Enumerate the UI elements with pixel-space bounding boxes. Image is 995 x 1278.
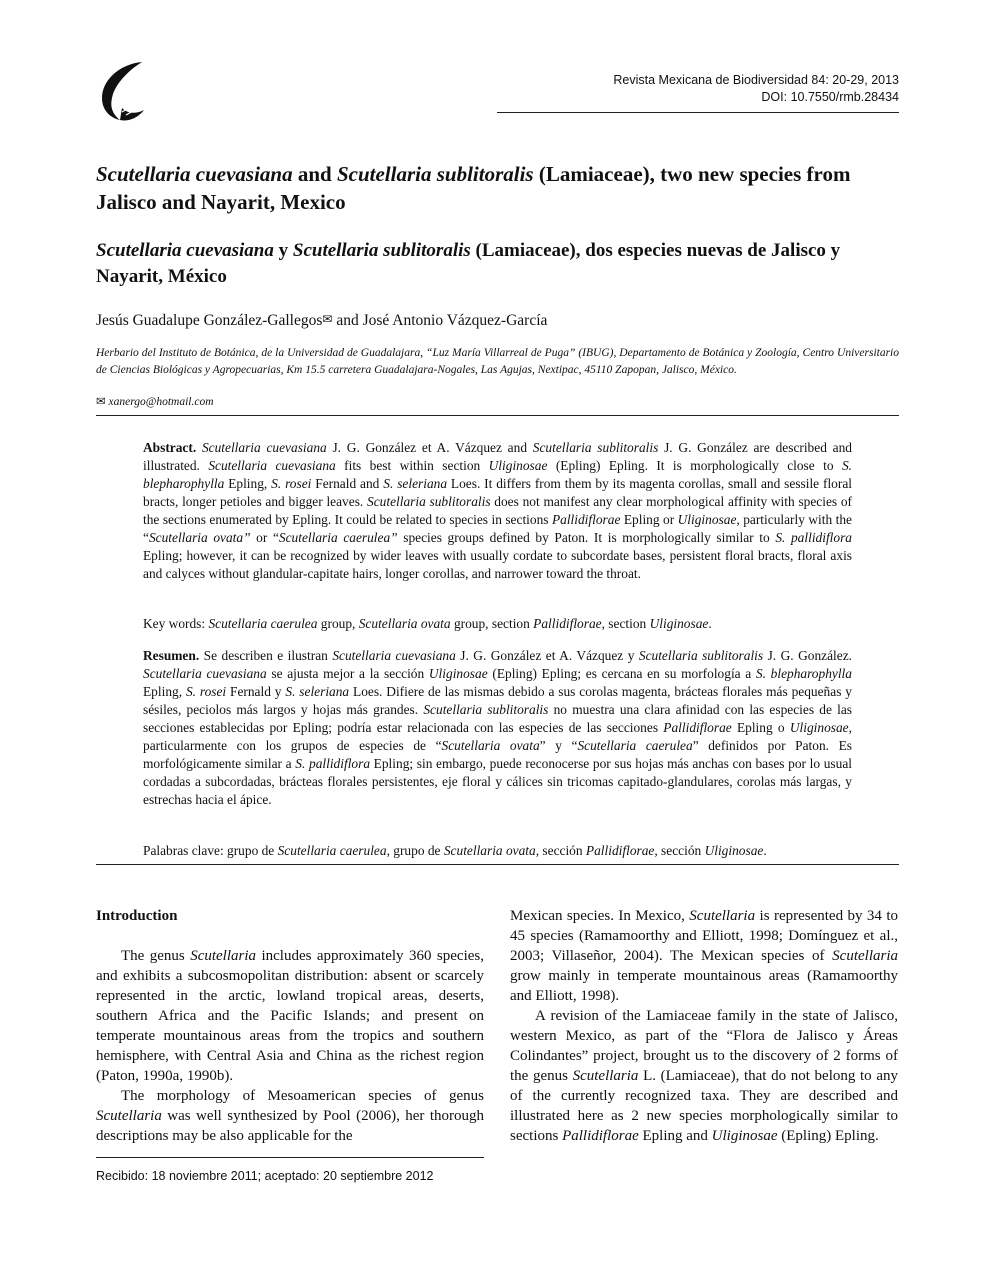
italic-term: Pallidiflorae <box>663 720 732 735</box>
italic-term: Scutellaria <box>572 1068 639 1084</box>
italic-term: S. seleriana <box>383 476 448 491</box>
text-run: J. G. González et A. Vázquez and <box>326 440 533 455</box>
italic-term: Scutellaria cuevasiana <box>332 648 456 663</box>
italic-term: Pallidiflorae <box>585 843 655 858</box>
envelope-icon: ✉ <box>96 396 106 408</box>
keywords <box>143 615 852 633</box>
text-run: , section <box>601 616 650 631</box>
text-run: se ajusta mejor a la sección <box>266 666 429 681</box>
italic-term: Scutellaria caerulea <box>208 616 318 631</box>
text-run: Epling o <box>731 720 790 735</box>
resumen-text <box>143 648 852 807</box>
italic-term: Scutellaria caerulea” <box>278 530 398 545</box>
italic-term: S. pallidiflora <box>295 756 371 771</box>
text-run: Loes. Difiere de las mismas debido a sus corolas magenta, brácteas florales más pequeñas y sésiles, peciolos más largos y hojas más grandes. <box>143 684 852 717</box>
italic-term: Uliginosae <box>649 616 709 631</box>
italic-term: Scutellaria caerulea <box>277 843 387 858</box>
column-right <box>510 906 898 1146</box>
title-rest: (Lamiaceae), two new species from Jalisco and Nayarit, Mexico <box>96 162 851 214</box>
title-species-2: Scutellaria sublitoralis <box>336 162 534 186</box>
titulo-resto: (Lamiaceae), dos especies nuevas de Jalisco y Nayarit, México <box>96 240 841 287</box>
text-run: was well synthesized by Pool (2006), her thorough descriptions may be also applicable for the <box>96 1108 484 1144</box>
intro-paragraph-2-cont <box>510 906 898 1006</box>
header-rule <box>497 112 899 113</box>
italic-term: Uliginosae <box>789 720 849 735</box>
italic-term: Scutellaria <box>689 908 756 924</box>
intro-paragraph-2 <box>96 1086 484 1146</box>
resumen <box>143 647 852 809</box>
text-run: , grupo de <box>386 843 444 858</box>
section-heading: Introduction <box>96 908 178 924</box>
title-species-1: Scutellaria cuevasiana <box>96 162 293 186</box>
envelope-icon: ✉ <box>322 312 333 326</box>
text-run: J. G. González et A. Vázquez y <box>455 648 639 663</box>
abstract-label: Abstract. <box>143 440 197 455</box>
abstract-bottom-rule <box>96 864 899 865</box>
text-run: Epling, <box>143 684 186 699</box>
italic-term: Pallidiflorae <box>562 1128 639 1144</box>
text-run: . <box>708 616 712 631</box>
text-run: group, <box>317 616 359 631</box>
text-run: L. (Lamiaceae), that do not belong to any of the currently recognized taxa. They are described and illustrated here as 2 new species morphologically similar to sections <box>510 1068 898 1144</box>
italic-term: Scutellaria caerulea <box>577 738 693 753</box>
footnote-rule <box>96 1157 484 1158</box>
shell-logo-icon <box>98 60 150 122</box>
italic-term: Scutellaria sublitoralis <box>638 648 764 663</box>
italic-term: S. blepharophylla <box>755 666 852 681</box>
text-run: fits best within section <box>335 458 489 473</box>
text-run: or “ <box>250 530 279 545</box>
email-address[interactable]: xanergo@hotmail.com <box>108 396 214 408</box>
italic-term: Uliginosae <box>711 1128 778 1144</box>
titulo-especie-2: Scutellaria sublitoralis <box>292 240 471 261</box>
text-run: group, section <box>450 616 534 631</box>
italic-term: S. blepharophylla <box>143 458 852 491</box>
italic-term: Uliginosae <box>677 512 737 527</box>
italic-term: Scutellaria <box>96 1108 162 1124</box>
italic-term: Scutellaria ovata” <box>148 530 251 545</box>
title-conj: and <box>292 162 337 186</box>
text-run: (Epling) Epling; es cercana en su morfología a <box>487 666 756 681</box>
text-run: ” definidos por Paton. Es morfológicamente similar a <box>143 738 852 771</box>
text-run: species groups defined by Paton. It is morphologically similar to <box>397 530 776 545</box>
text-run: Epling, <box>224 476 272 491</box>
text-run: Loes. It differs from them by its magenta corollas, small and sessile floral bracts, longer petioles and bigger leaves. <box>143 476 853 509</box>
abstract <box>143 439 852 583</box>
text-run: , particularly with the “ <box>143 512 852 545</box>
text-run: J. G. González. <box>763 648 852 663</box>
text-run: Key words: <box>143 616 209 631</box>
text-run: , sección <box>535 843 586 858</box>
italic-term: Uliginosae <box>488 458 548 473</box>
italic-term: Scutellaria cuevasiana <box>208 458 336 473</box>
intro-paragraph-1 <box>96 946 484 1086</box>
title-spanish <box>96 238 899 290</box>
text-run: (Epling) Epling. It is morphologically close to <box>547 458 842 473</box>
text-run: Epling and <box>638 1128 712 1144</box>
text-run: does not manifest any clear morphological affinity with species of the sections enumerated by Epling. It could be related to species in sections <box>143 494 853 527</box>
text-run: includes approximately 360 species, and exhibits a subcosmopolitan distribution: absent or scarcely represented in the arctic, lowland tropical areas, deserts, southern Africa and the Pacific Islands; and present on temperate mountainous areas from the tropics and southern hemisphere, with Central Asia and China as the richest region (Paton, 1990a, 1990b). <box>96 948 484 1084</box>
italic-term: Scutellaria <box>832 948 898 964</box>
italic-term: S. seleriana <box>285 684 350 699</box>
received-footnote: Recibido: 18 noviembre 2011; aceptado: 20 septiembre 2012 <box>96 1169 434 1183</box>
text-run: Epling or <box>620 512 678 527</box>
titulo-especie-1: Scutellaria cuevasiana <box>96 240 274 261</box>
text-run: Palabras clave: grupo de <box>143 843 278 858</box>
italic-term: Scutellaria ovata <box>358 616 451 631</box>
text-run: Epling; sin embargo, puede reconocerse por sus hojas más anchas con bases por lo usual cordadas a subcordadas, brácteas florales persistentes, eje floral y cálices sin tricomas capitado-glandulares, corolas más largas, y estrechas hacia el ápice. <box>143 756 852 807</box>
text-run: grow mainly in temperate mountainous areas (Ramamoorthy and Elliott, 1998). <box>510 968 898 1004</box>
text-run: J. G. González are described and illustrated. <box>143 440 852 473</box>
text-run: , particularmente con los grupos de especies de “ <box>143 720 852 753</box>
journal-citation: Revista Mexicana de Biodiversidad 84: 20-29, 2013 <box>613 73 899 87</box>
text-run: , sección <box>654 843 705 858</box>
palabras-clave-text <box>143 843 767 858</box>
italic-term: Scutellaria cuevasiana <box>201 440 327 455</box>
titulo-conj: y <box>273 240 293 261</box>
text-run: A revision of the Lamiaceae family in the state of Jalisco, western Mexico, as part of the “Flora de Jalisco y Áreas Colindantes” project, brought us to the discovery of 2 forms of the genus <box>510 1008 898 1084</box>
text-run: no muestra una clara afinidad con las especies de las secciones establecidas por Epling; podría estar relacionada con las especies de las secciones <box>143 702 853 735</box>
italic-term: Pallidiflorae <box>533 616 602 631</box>
italic-term: Scutellaria cuevasiana <box>143 666 267 681</box>
italic-term: Scutellaria sublitoralis <box>367 494 491 509</box>
italic-term: S. pallidiflora <box>775 530 852 545</box>
column-left <box>96 906 484 1146</box>
italic-term: Scutellaria ovata <box>441 738 540 753</box>
text-run: Fernald y <box>226 684 286 699</box>
intro-paragraph-3 <box>510 1006 898 1146</box>
text-run: The morphology of Mesoamerican species of genus <box>121 1088 484 1104</box>
authors <box>96 312 547 330</box>
italic-term: Scutellaria ovata <box>443 843 536 858</box>
italic-term: S. rosei <box>185 684 227 699</box>
abstract-text <box>143 440 852 581</box>
italic-term: Scutellaria <box>190 948 257 964</box>
doi: DOI: 10.7550/rmb.28434 <box>761 90 899 104</box>
keywords-text <box>143 616 712 631</box>
author-2: and José Antonio Vázquez-García <box>332 312 548 329</box>
italic-term: S. rosei <box>271 476 312 491</box>
text-run: Mexican species. In Mexico, <box>510 908 690 924</box>
italic-term: Pallidiflorae <box>551 512 621 527</box>
italic-term: Uliginosae <box>428 666 488 681</box>
text-run: Fernald and <box>311 476 384 491</box>
affiliation: Herbario del Instituto de Botánica, de la Universidad de Guadalajara, “Luz María Villarreal de Puga” (IBUG), Departamento de Botánica y Zoología, Centro Universitario de Ciencias Biológicas y Agropecuarias, Km 15.5 carretera Guadalajara-Nogales, Las Agujas, Nextipac, 45110 Zapopan, Jalisco, México. <box>96 347 899 376</box>
journal-header <box>613 72 899 106</box>
text-run: Se describen e ilustran <box>199 648 333 663</box>
text-run: . <box>763 843 767 858</box>
text-run: Epling; however, it can be recognized by wider leaves with usually cordate to subcordate bases, persistent floral bracts, floral axis and calyces without glandular-capitate hairs, longer corollas, and narrower toward the throat. <box>143 548 852 581</box>
italic-term: Scutellaria sublitoralis <box>423 702 549 717</box>
palabras-clave <box>143 842 852 860</box>
text-run: is represented by 34 to 45 species (Ramamoorthy and Elliott, 1998; Domínguez et al., 2003; Villaseñor, 2004). The Mexican species of <box>510 908 898 964</box>
italic-term: Uliginosae <box>704 843 764 858</box>
corresponding-email <box>96 394 214 408</box>
text-run: The genus <box>121 948 191 964</box>
text-run: (Epling) Epling. <box>777 1128 879 1144</box>
title-english <box>96 160 899 216</box>
resumen-label: Resumen. <box>143 648 200 663</box>
text-run: ” y “ <box>539 738 578 753</box>
italic-term: Scutellaria sublitoralis <box>532 440 659 455</box>
author-1: Jesús Guadalupe González-Gallegos <box>96 312 323 329</box>
affiliation-rule <box>96 415 899 416</box>
